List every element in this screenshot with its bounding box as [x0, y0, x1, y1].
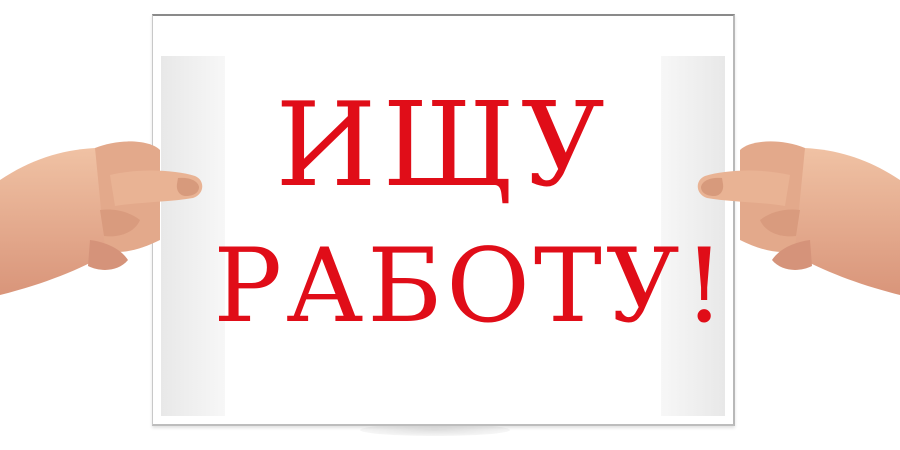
- left-hand-icon: [0, 120, 230, 320]
- sign-title-line2: РАБОТУ!: [213, 227, 729, 346]
- sign-board: [152, 14, 735, 426]
- sign-title-line1: ИЩУ: [275, 78, 611, 213]
- right-hand-icon: [670, 120, 900, 320]
